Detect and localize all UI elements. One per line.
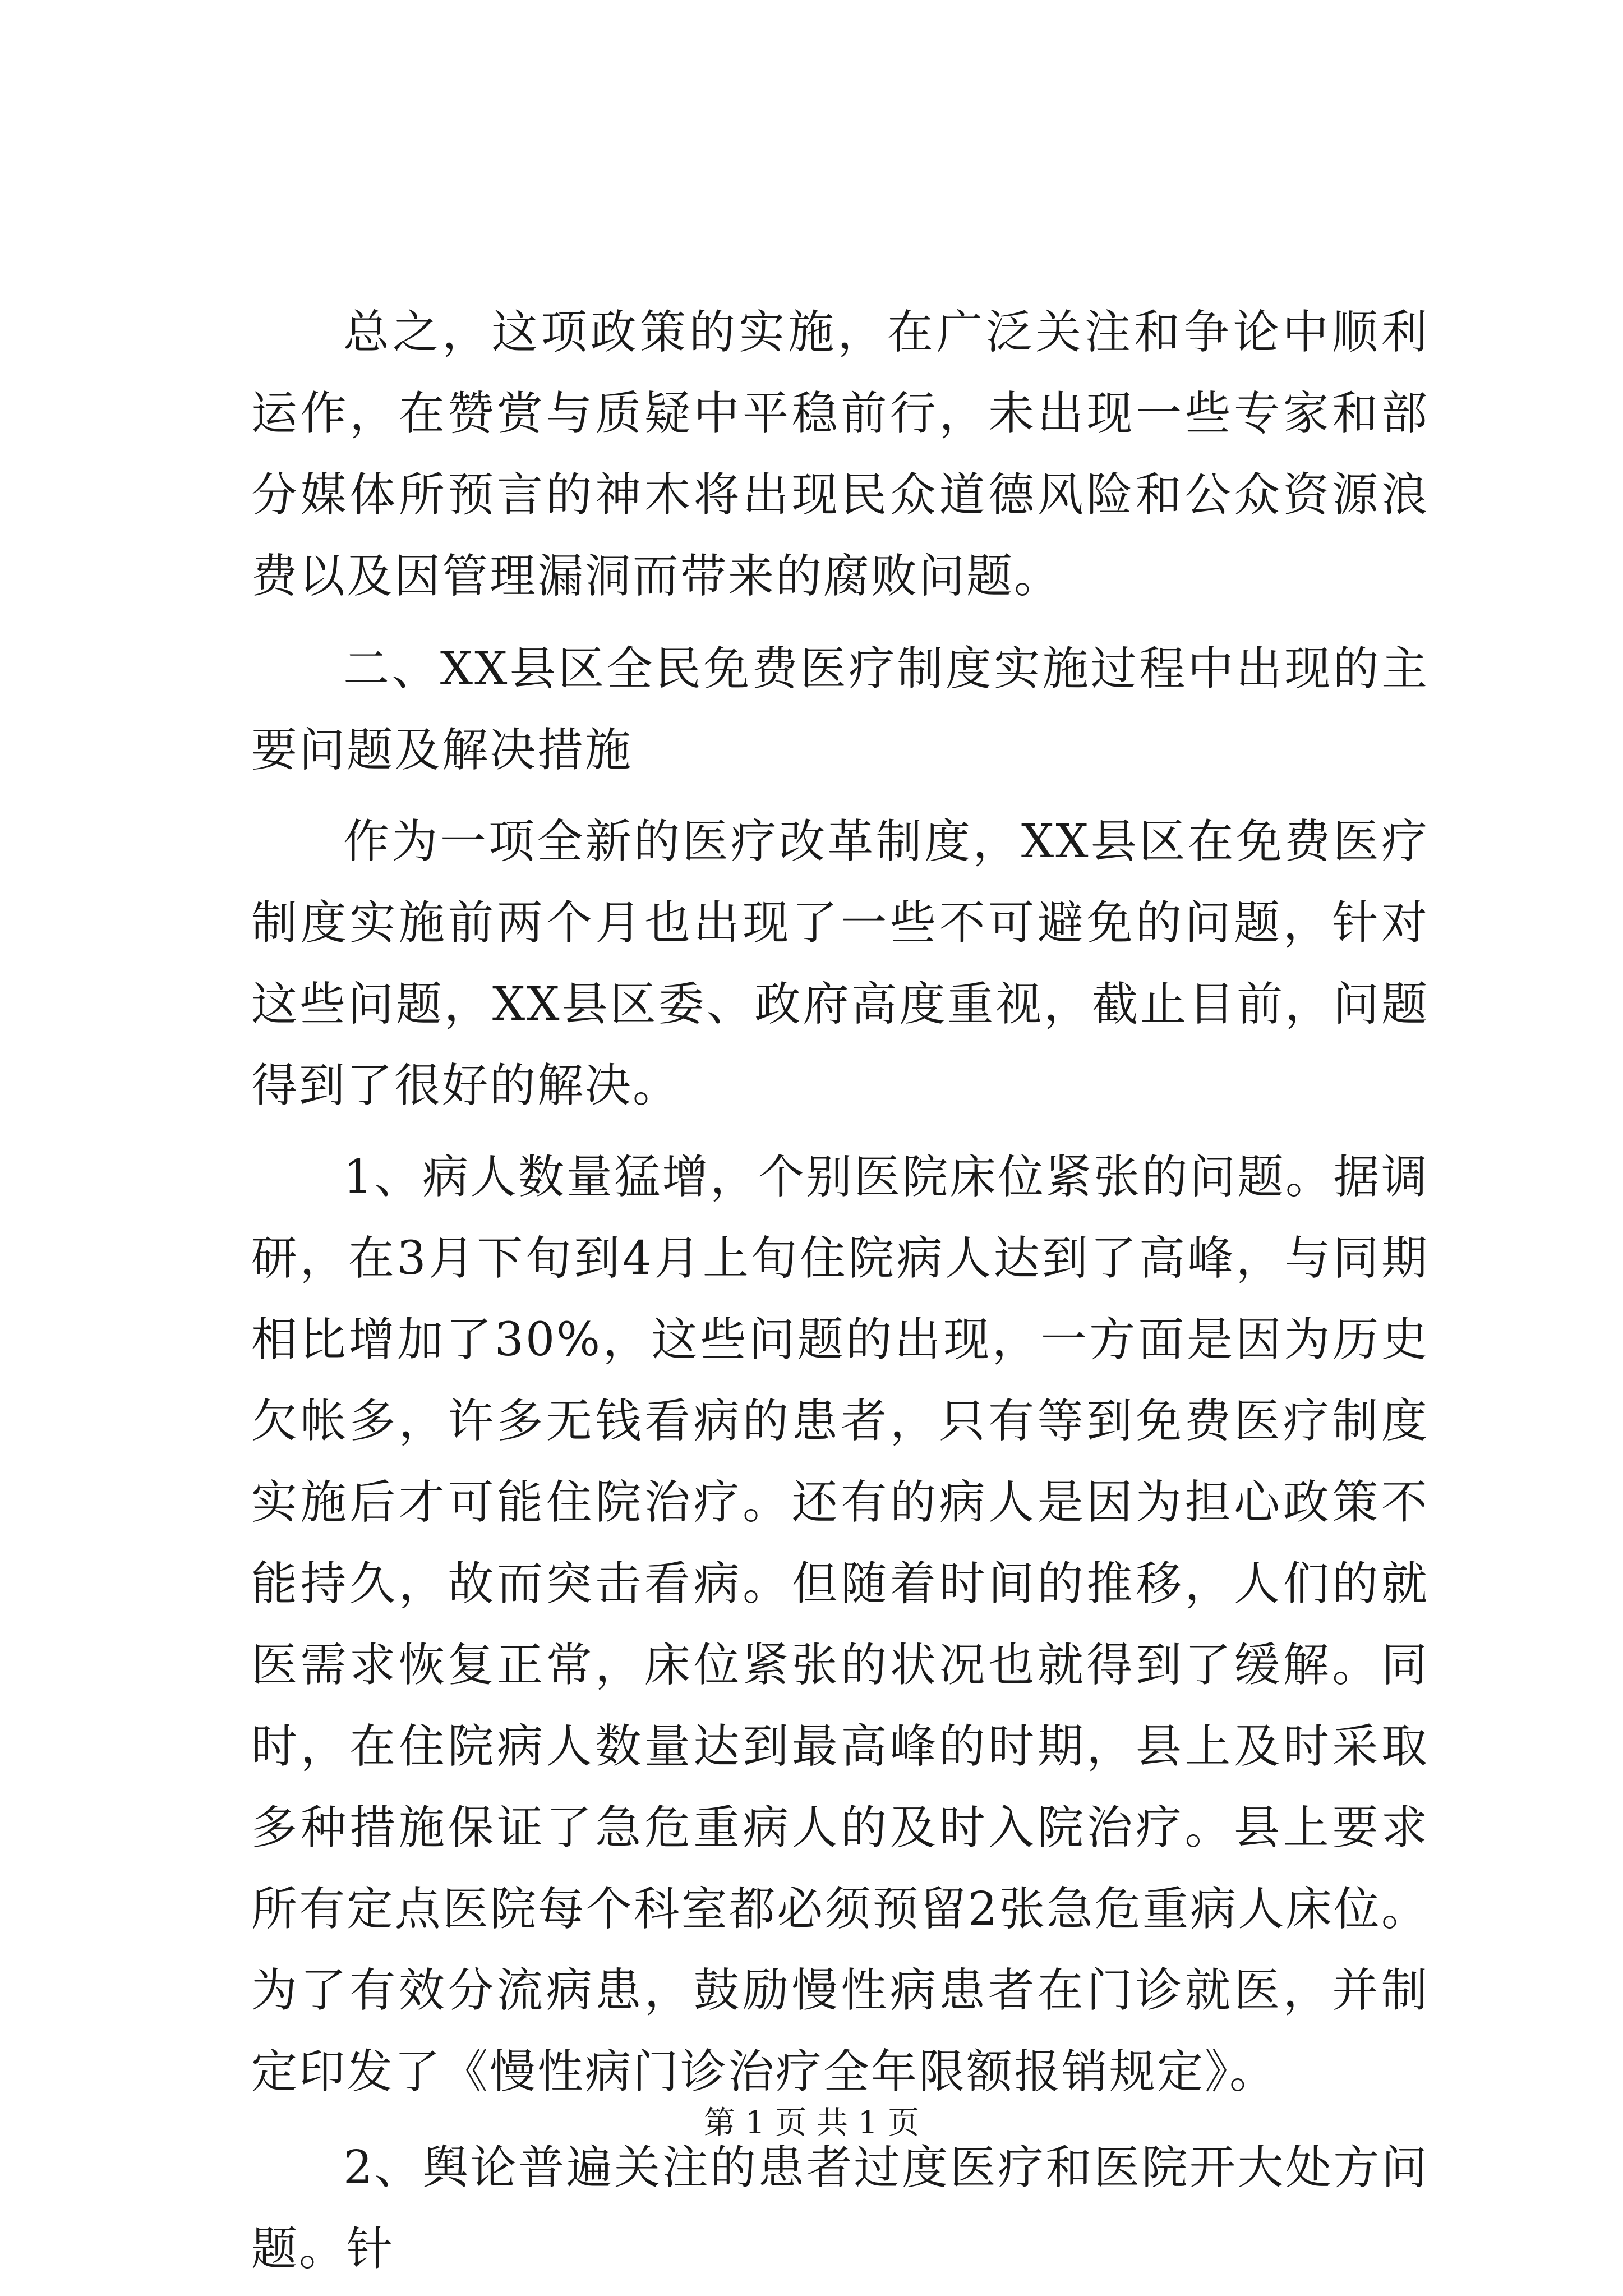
document-body [251,292,1429,2290]
paragraph-issue-2: 2、舆论普遍关注的患者过度医疗和医院开大处方问题。针 [251,2141,1429,2276]
section-heading: 二、XX县区全民免费医疗制度实施过程中出现的主要问题及解决措施 [251,642,1429,777]
paragraph-summary: 总之，这项政策的实施，在广泛关注和争论中顺利运作，在赞赏与质疑中平稳前行，未出现一些专家和部分媒体所预言的神木将出现民众道德风险和公众资源浪费以及因管理漏洞而带来的腐败问题。 [251,306,1429,603]
paragraph-issue-1: 1、病人数量猛增，个别医院床位紧张的问题。据调研，在3月下旬到4月上旬住院病人达到了高峰，与同期相比增加了30%，这些问题的出现，一方面是因为历史欠帐多，许多无钱看病的患者，只有等到免费医疗制度实施后才可能住院治疗。还有的病人是因为担心政策不能持久，故而突击看病。但随着时间的推移，人们的就医需求恢复正常，床位紧张的状况也就得到了缓解。同时，在住院病人数量达到最高峰的时期，县上及时采取多种措施保证了急危重病人的及时入院治疗。县上要求所有定点医院每个科室都必须预留2张急危重病人床位。为了有效分流病患，鼓励慢性病患者在门诊就医，并制定印发了《慢性病门诊治疗全年限额报销规定》。 [251,1151,1429,2099]
page-footer: 第 1 页 共 1 页 [703,2105,920,2141]
paragraph-intro: 作为一项全新的医疗改革制度，XX县区在免费医疗制度实施前两个月也出现了一些不可避免的问题，针对这些问题，XX县区委、政府高度重视，截止目前，问题得到了很好的解决。 [251,815,1429,1112]
